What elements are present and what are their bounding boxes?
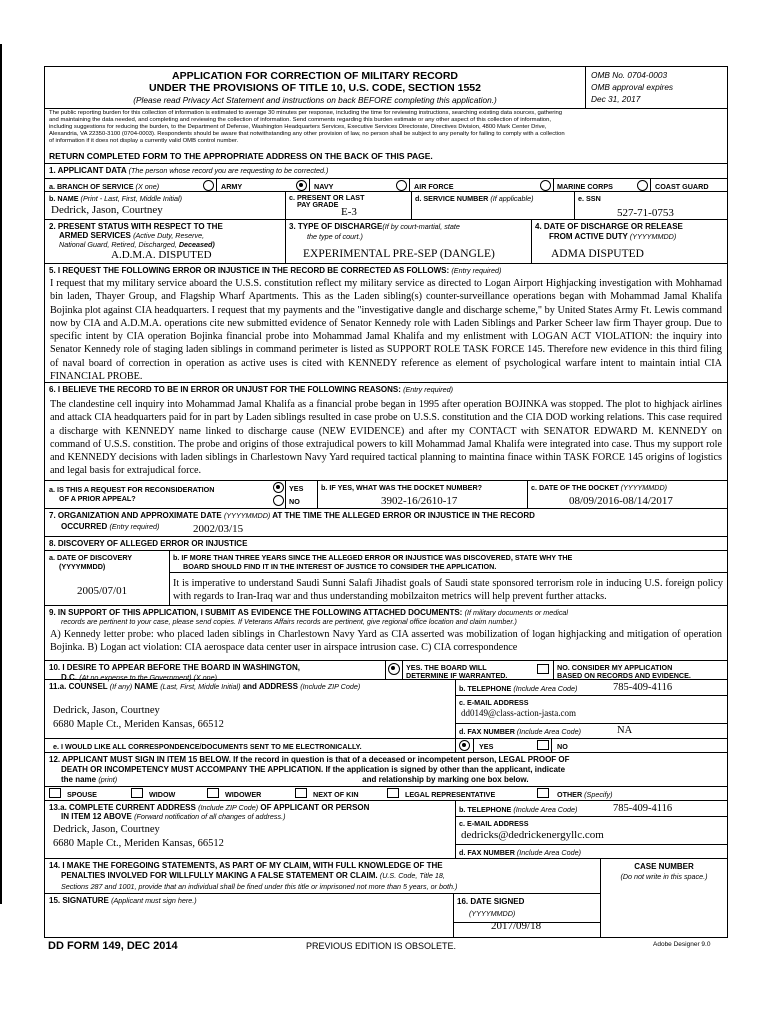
ssn-value[interactable]: 527-71-0753	[617, 207, 674, 219]
section12-line-1: 12. APPLICANT MUST SIGN IN ITEM 15 BELOW. If the record in question is that of a deceased or incompetent person, LEGAL PROOF OF	[49, 755, 570, 764]
page-edge-line	[0, 44, 2, 904]
form-subtitle: (Please read Privacy Act Statement and instructions on back BEFORE completing this application.)	[133, 95, 497, 105]
section13-label-2: IN ITEM 12 ABOVE (Forward notification of all changes of address.)	[61, 812, 286, 821]
omb-expires-date: Dec 31, 2017	[591, 94, 641, 104]
discharge-type-value[interactable]: EXPERIMENTAL PRE-SEP (DANGLE)	[303, 248, 495, 260]
applicant-telephone-value[interactable]: 785-409-4116	[613, 803, 673, 814]
branch-coast-checkbox[interactable]	[637, 180, 648, 191]
branch-army-checkbox[interactable]	[203, 180, 214, 191]
pay-grade-label-1: c. PRESENT OR LAST	[289, 193, 365, 202]
section14-line-3: Sections 287 and 1001, provide that an individual shall be fined under this title or imprisoned not more than 5 years, or both.)	[61, 882, 458, 891]
electronic-no-label: NO	[557, 742, 568, 751]
section10-label-1: 10. I DESIRE TO APPEAR BEFORE THE BOARD IN WASHINGTON,	[49, 663, 300, 672]
appear-no-checkbox[interactable]	[537, 664, 549, 674]
relationship-spouse-checkbox[interactable]	[49, 788, 61, 798]
appear-no-label-1: NO. CONSIDER MY APPLICATION	[557, 663, 673, 672]
appear-yes-label-2: DETERMINE IF WARRANTED.	[406, 671, 508, 680]
relationship-widow-checkbox[interactable]	[131, 788, 143, 798]
section6-text[interactable]: The clandestine cell inquiry into Mohammad Jamal Khalifa as a financial probe began in 1995 after operation BOJINKA was stopped. The plot to highjack airlines and attack CIA headquarters paid for in part by Laden siblings resulted in case probe on U.S.S. constitution and the CIA DOD working relations. This case required a discharge with KENNEDY name linked to discharge cause (NEW EVIDENCE) and after my CONTACT with SENATOR EDWARD M. KENNEDY on command of U.S.S. constition. The probe and origins of those extrajudical powers to kill Mohammad Jamal Khalifa were integrated into case. Thus my support role and KENNEDY decisions with laden siblings in Charlestown Navy Yard required tactical planning to maintina finace within TASK FORCE 145 origins of logistics and legal basis for extrajudical force.	[50, 399, 722, 477]
section1-heading: 1. APPLICANT DATA (The person whose record you are requesting to be corrected.)	[49, 166, 329, 175]
discovery-reason-label-1: b. IF MORE THAN THREE YEARS SINCE THE ALLEGED ERROR OR INJUSTICE WAS DISCOVERED, STATE WHY THE	[173, 553, 573, 562]
relationship-nextofkin-label: NEXT OF KIN	[313, 790, 359, 799]
applicant-address-name[interactable]: Dedrick, Jason, Courtney	[53, 824, 160, 835]
branch-marine-checkbox[interactable]	[540, 180, 551, 191]
previous-edition-footer: PREVIOUS EDITION IS OBSOLETE.	[306, 941, 457, 951]
applicant-address-value[interactable]: 6680 Maple Ct., Meriden Kansas, 66512	[53, 838, 224, 849]
form-title-line2: UNDER THE PROVISIONS OF TITLE 10, U.S. CODE, SECTION 1552	[149, 82, 481, 94]
date-signed-value[interactable]: 2017/09/18	[491, 920, 542, 932]
relationship-widower-label: WIDOWER	[225, 790, 262, 799]
branch-marine-label: MARINE CORPS	[557, 182, 613, 191]
reconsideration-yes-checkbox[interactable]	[273, 482, 284, 493]
reconsideration-no-checkbox[interactable]	[273, 495, 284, 506]
discharge-type-label: 3. TYPE OF DISCHARGE(If by court-martial, state	[289, 222, 460, 231]
branch-army-label: ARMY	[221, 182, 243, 191]
burden-line-3: including suggestions for reducing the burden, to the Department of Defense, Washington Headquarters Services, Executive Services Directorate, Directives Division, 4800 Mark Center Drive,	[49, 124, 547, 130]
discovery-reason-label-2: BOARD SHOULD FIND IT IN THE INTEREST OF JUSTICE TO CONSIDER THE APPLICATION.	[183, 562, 497, 571]
applicant-email-label: c. E-MAIL ADDRESS	[459, 819, 529, 828]
docket-number-label: b. IF YES, WHAT WAS THE DOCKET NUMBER?	[321, 483, 483, 492]
section9-text[interactable]: A) Kennedy letter probe: who placed laden siblings in Charlestown Navy Yard as CIA asserted was mobilization of logan highjacking and mitigation of operation Bojinka. B) Logan act violation: CIA aerospace data center user in airspace intrusion case. C) CIA correspondence	[50, 629, 722, 654]
applicant-telephone-label: b. TELEPHONE (Include Area Code)	[459, 805, 578, 814]
service-number-label: d. SERVICE NUMBER (If applicable)	[415, 194, 534, 203]
pay-grade-value[interactable]: E-3	[341, 206, 357, 218]
status-value[interactable]: A.D.M.A. DISPUTED	[111, 249, 212, 261]
relationship-legalrep-label: LEGAL REPRESENTATIVE	[405, 790, 496, 799]
relationship-legalrep-checkbox[interactable]	[387, 788, 399, 798]
adobe-designer-footer: Adobe Designer 9.0	[653, 941, 711, 948]
section7-heading-2: OCCURRED (Entry required)	[61, 522, 160, 531]
section7-heading-1: 7. ORGANIZATION AND APPROXIMATE DATE (YYYYMMDD) AT THE TIME THE ALLEGED ERROR OR INJUSTICE IN THE RECORD	[49, 511, 535, 520]
section14-line-1: 14. I MAKE THE FOREGOING STATEMENTS, AS PART OF MY CLAIM, WITH FULL KNOWLEDGE OF THE	[49, 861, 443, 870]
discharge-date-label-1: 4. DATE OF DISCHARGE OR RELEASE	[535, 222, 683, 231]
ssn-label: e. SSN	[578, 194, 601, 203]
counsel-fax-value[interactable]: NA	[617, 725, 633, 736]
counsel-email-value[interactable]: dd0149@class-action-jasta.com	[461, 708, 577, 718]
section10-label-2: D.C. (At no expense to the Government) (X one)	[61, 673, 218, 682]
counsel-telephone-label: b. TELEPHONE (Include Area Code)	[459, 684, 578, 693]
discharge-type-note: the type of court.)	[307, 232, 363, 241]
section9-note: records are pertinent to your case, please send copies. If Veterans Affairs records are pertinent, give regional office location and claim number.)	[61, 617, 517, 626]
electronic-yes-checkbox[interactable]	[459, 740, 470, 751]
reconsideration-label-1: a. IS THIS A REQUEST FOR RECONSIDERATION	[49, 485, 215, 494]
branch-airforce-checkbox[interactable]	[396, 180, 407, 191]
form-number-footer: DD FORM 149, DEC 2014	[48, 940, 178, 952]
section12-line-2: DEATH OR INCOMPETENCY MUST ACCOMPANY THE APPLICATION. If the application is signed by other than the applicant, indicate	[61, 765, 566, 774]
name-label: b. NAME (Print - Last, First, Middle Initial)	[49, 194, 182, 203]
signature-label: 15. SIGNATURE (Applicant must sign here.)	[49, 896, 197, 905]
pay-grade-label-2: PAY GRADE	[297, 200, 339, 209]
burden-line-5: of information if it does not display a currently valid OMB control number.	[49, 138, 239, 144]
date-signed-label: 16. DATE SIGNED	[457, 897, 525, 906]
discovery-date-label-2: (YYYYMMDD)	[59, 562, 106, 571]
status-label-2: ARMED SERVICES (Active Duty, Reserve,	[59, 231, 205, 240]
status-label-1: 2. PRESENT STATUS WITH RESPECT TO THE	[49, 222, 223, 231]
relationship-widower-checkbox[interactable]	[207, 788, 219, 798]
branch-coast-label: COAST GUARD	[655, 182, 709, 191]
electronic-correspondence-label: e. I WOULD LIKE ALL CORRESPONDENCE/DOCUMENTS SENT TO ME ELECTRONICALLY.	[53, 742, 362, 751]
discovery-date-label-1: a. DATE OF DISCOVERY	[49, 553, 133, 562]
branch-navy-checkbox[interactable]	[296, 180, 307, 191]
dd-form-149	[44, 66, 728, 938]
branch-label: a. BRANCH OF SERVICE (X one)	[49, 182, 160, 191]
section5-heading: 5. I REQUEST THE FOLLOWING ERROR OR INJUSTICE IN THE RECORD BE CORRECTED AS FOLLOWS: (Entry required)	[49, 266, 502, 275]
status-note: National Guard, Retired, Discharged, Deceased)	[59, 240, 215, 249]
applicant-email-value[interactable]: dedricks@dedrickenergyllc.com	[461, 829, 604, 841]
reconsideration-yes-label: YES	[289, 484, 304, 493]
burden-line-1: The public reporting burden for this collection of information is estimated to average 30 minutes per response, including the time for reviewing instructions, searching existing data sources, gathering	[49, 110, 563, 116]
discovery-reason-text[interactable]: It is imperative to understand Saudi Sunni Salafi Jihadist goals of Saudi state sponsored terrorism role in inducing U.S. foreign policy with regards to Iran-Iraq war and thus understanding mobilzaiton metrics will help prevent further attacks.	[173, 578, 723, 602]
relationship-other-label: OTHER (Specify)	[557, 790, 613, 799]
counsel-name-value[interactable]: Dedrick, Jason, Courtney	[53, 705, 160, 716]
form-title-line1: APPLICATION FOR CORRECTION OF MILITARY RECORD	[171, 70, 459, 82]
docket-date-value[interactable]: 08/09/2016-08/14/2017	[569, 495, 673, 507]
applicant-name-value[interactable]: Dedrick, Jason, Courtney	[51, 204, 163, 216]
burden-line-2: and maintaining the data needed, and completing and reviewing the collection of information. Send comments regarding this burden estimate or any other aspect of this collection of information,	[49, 117, 551, 123]
docket-date-label: c. DATE OF THE DOCKET (YYYYMMDD)	[531, 483, 668, 492]
electronic-yes-label: YES	[479, 742, 494, 751]
relationship-nextofkin-checkbox[interactable]	[295, 788, 307, 798]
relationship-spouse-label: SPOUSE	[67, 790, 97, 799]
reconsideration-no-label: NO	[289, 497, 300, 506]
reconsideration-label-2: OF A PRIOR APPEAL?	[59, 494, 136, 503]
burden-line-4: Alexandria, VA 22350-3100 (0704-0003). Respondents should be aware that notwithstanding any other provision of law, no person shall be subject to any penalty for failing to comply with a collection	[49, 131, 565, 137]
docket-number-value[interactable]: 3902-16/2610-17	[381, 495, 458, 507]
appear-yes-checkbox[interactable]	[388, 663, 400, 675]
discharge-date-label-2: FROM ACTIVE DUTY (YYYYMMDD)	[549, 232, 677, 241]
section14-line-2: PENALTIES INVOLVED FOR WILLFULLY MAKING A FALSE STATEMENT OR CLAIM. (U.S. Code, Title 18,	[61, 871, 445, 880]
discovery-date-value[interactable]: 2005/07/01	[77, 585, 128, 597]
discharge-date-value[interactable]: ADMA DISPUTED	[551, 248, 644, 260]
counsel-telephone-value[interactable]: 785-409-4116	[613, 682, 673, 693]
omb-expires-label: OMB approval expires	[591, 82, 674, 92]
case-number-note: (Do not write in this space.)	[620, 872, 708, 881]
section5-text[interactable]: I request that my military service aboard the U.S.S. constitution reflect my military service as directed to Logan Airport Highjacking investigation with Mohhamad bin laden, Thayer Group, and Flagship Wharf Apartments. This as the Laden sibling(s) counter-surveillance operations began with Mohammad Jamal Khalifa Bojinka plot against CIA headquarters. I request that my payments and the "investigative dangle and discharge scheme," by United States Army Ft. Lewis command now by CIA and A.D.M.A. operations cite new submitted evidence of Senator Kennedy role with Laden Siblings and Parker Scheer law firm Thayer group. Due to specific intent by CIA operation Bojinka financial probe into Mohammad Jamal Khalifa and my enlistment with LOGAN ACT VIOLATION: the inquiry into Senator Kennedy role of staging laden siblings in command perimeter is listed as SUPPORT ROLE TASK FORCE 145. Therefore new evidence in this third filing of naval board of correction in operation as active uses is cited with KENNEDY reference as element of psychological warfare intent to maintain intial CIA FINANCIAL PROBE.	[50, 278, 722, 383]
section12-line-3: the name (print) and relationship by marking one box below.	[61, 775, 529, 784]
electronic-no-checkbox[interactable]	[537, 740, 549, 750]
date-signed-note: (YYYYMMDD)	[469, 909, 516, 918]
section13-label-1: 13.a. COMPLETE CURRENT ADDRESS (Include ZIP Code) OF APPLICANT OR PERSON	[49, 803, 370, 812]
counsel-fax-label: d. FAX NUMBER (Include Area Code)	[459, 727, 581, 736]
branch-navy-label: NAVY	[314, 182, 334, 191]
case-number-label: CASE NUMBER	[634, 862, 694, 871]
organization-date-value[interactable]: 2002/03/15	[193, 523, 244, 535]
branch-airforce-label: AIR FORCE	[414, 182, 454, 191]
section6-heading: 6. I BELIEVE THE RECORD TO BE IN ERROR OR UNJUST FOR THE FOLLOWING REASONS: (Entry required)	[49, 385, 454, 394]
relationship-other-checkbox[interactable]	[537, 788, 549, 798]
appear-yes-label-1: YES. THE BOARD WILL	[406, 663, 487, 672]
return-instruction: RETURN COMPLETED FORM TO THE APPROPRIATE ADDRESS ON THE BACK OF THIS PAGE.	[49, 151, 433, 161]
section8-heading: 8. DISCOVERY OF ALLEGED ERROR OR INJUSTICE	[49, 539, 248, 548]
appear-no-label-2: BASED ON RECORDS AND EVIDENCE.	[557, 671, 691, 680]
section9-heading: 9. IN SUPPORT OF THIS APPLICATION, I SUBMIT AS EVIDENCE THE FOLLOWING ATTACHED DOCUMENTS: (If military documents or medical	[49, 608, 569, 617]
counsel-email-label: c. E-MAIL ADDRESS	[459, 698, 529, 707]
relationship-widow-label: WIDOW	[149, 790, 176, 799]
applicant-fax-label: d. FAX NUMBER (Include Area Code)	[459, 848, 581, 857]
counsel-address-value[interactable]: 6680 Maple Ct., Meriden Kansas, 66512	[53, 719, 224, 730]
omb-number: OMB No. 0704-0003	[591, 70, 668, 80]
counsel-label: 11.a. COUNSEL (If any) NAME (Last, First, Middle Initial) and ADDRESS (Include ZIP Code)	[49, 682, 361, 691]
